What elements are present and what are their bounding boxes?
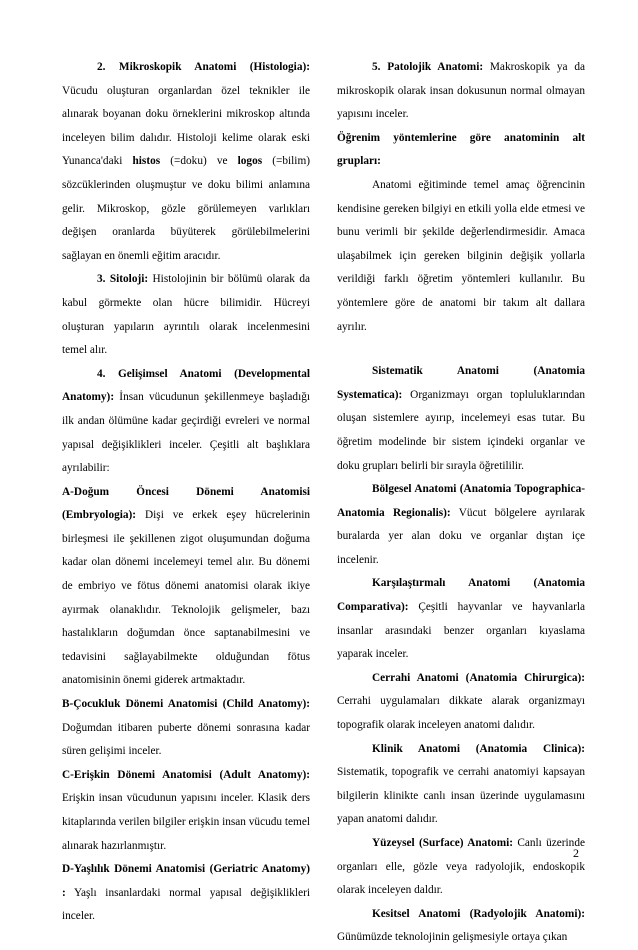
body-text: Canlı üzerinde organları elle, gözle veya radyolojik, endoskopik olarak inceleyen daldır. (337, 837, 585, 897)
left-column (62, 56, 310, 929)
term-histos: histos (132, 155, 161, 168)
paragraph-cocukluk (62, 693, 310, 764)
heading-gelisimsel: 4. Gelişimsel Anatomi (Developmental Anatomy): (62, 367, 310, 404)
heading-yuzeysel: Yüzeysel (Surface) Anatomi: (372, 837, 514, 849)
right-column (337, 56, 585, 950)
paragraph-sistematik (337, 360, 585, 478)
body-text: Günümüzde teknolojinin gelişmesiyle ortaya çıkan (337, 931, 568, 944)
paragraph-embryologia (62, 481, 310, 693)
paragraph-patolojik (337, 56, 585, 127)
heading-bolgesel: Bölgesel Anatomi (Anatomia Topographica-Anatomia Regionalis): (337, 483, 585, 519)
heading-karsilastirmali: Karşılaştırmalı Anatomi (Anatomia Comparativa): (337, 577, 585, 614)
paragraph-sitoloji (62, 268, 310, 362)
body-text: Cerrahi uygulamaları dikkate alarak organizmayı topografik olarak inceleyen anatomi dalıdır. (337, 695, 585, 732)
body-text: Dişi ve erkek eşey hücrelerinin birleşmesi ile şekillenen zigot oluşumundan doğuma kadar olan dönemi incelemeyi temel alır. Bu dönemi de embriyo ve fötus dönemi anatomisi olarak ikiye ayırmak olanaklıdır. Teknolojik gelişmeler, bazı hastalıkların doğumdan önce saptanabilmesini ve tedavisini sağlayabilmekte olduğundan fötus anatomisinin önemi giderek artmaktadır. (62, 509, 310, 687)
heading-kesitsel: Kesitsel Anatomi (Radyolojik Anatomi): (372, 907, 585, 920)
body-text: (=bilim) sözcüklerinden oluşmuştur ve doku bilimi anlamına gelir. Mikroskop, gözle görülemeyen varlıkları değişen oranlarda büyüterek görülebilmelerini sağlayan en önemli eğitim aracıdır. (62, 155, 310, 262)
body-text: Histolojinin bir bölümü olarak da kabul görmekte olan hücre bilimidir. Hücreyi oluşturan yapıların ayrıntılı olarak incelenmesini temel alır. (62, 273, 310, 357)
body-text: Anatomi eğitiminde temel amaç öğrencinin kendisine gereken bilgiyi en etkili yolla elde etmesi ve bunu verimli bir şekilde değerlendirmesidir. Amaca ulaşabilmek için gereken bilginin değişik yollarla verildiği farklı öğretim yöntemleri kullanılır. Bu yöntemlere göre de anatomi bir takım alt dallara ayrılır. (337, 178, 585, 333)
paragraph-eriskin (62, 764, 310, 858)
page-number: 2 (573, 846, 579, 860)
paragraph-yuzeysel (337, 832, 585, 903)
term-logos: logos (237, 155, 263, 168)
paragraph-kesitsel (337, 903, 585, 950)
paragraph-karsilastirmali (337, 572, 585, 666)
heading-cocukluk: B-Çocukluk Dönemi Anatomisi (Child Anatomy): (62, 698, 310, 711)
body-text: Erişkin insan vücudunun yapısını inceler. Klasik ders kitaplarında verilen bilgiler erişkin insan vücudu temel alınarak hazırlanmıştır. (62, 792, 310, 852)
body-text: Vücut bölgelere ayrılarak buralarda yer alan doku ve organlar dıştan içe incelenir. (337, 506, 585, 566)
body-text: Organizmayı organ topluluklarından oluşan sistemlere ayırıp, incelemeyi esas tutar. Bu öğretim modelinde bir sistem içindeki organlar ve doku grupları belirli bir sırayla öğretililir. (337, 388, 585, 472)
heading-patolojik: 5. Patolojik Anatomi: (372, 61, 484, 73)
paragraph-klinik (337, 738, 585, 832)
paragraph-histologia (62, 56, 310, 268)
body-text: Çeşitli hayvanlar ve hayvanlarla insanlar arasındaki benzer organları kıyaslama yaparak inceler. (337, 601, 585, 661)
heading-sitoloji: 3. Sitoloji: (97, 273, 149, 286)
section-heading (337, 127, 585, 174)
body-text: Vücudu oluşturan organlardan özel teknikler ile alınarak boyanan doku örneklerini mikroskop altında inceleyen bilim dalıdır. Histoloji kelime olarak eski Yunanca'daki (62, 84, 310, 168)
body-text: (=doku) ve (160, 155, 238, 168)
paragraph-bolgesel (337, 478, 585, 572)
paragraph-yaslilik (62, 858, 310, 929)
body-text: İnsan vücudunun şekillenmeye başladığı ilk andan ölümüne kadar geçirdiği evreleri ve normal yapısal değişiklikleri inceler. Çeşitli alt başlıklara ayrılabilir: (62, 391, 310, 475)
heading-histologia: 2. Mikroskopik Anatomi (Histologia): (97, 61, 310, 73)
heading-yaslilik: D-Yaşlılık Dönemi Anatomisi (Geriatric Anatomy) : (62, 863, 310, 899)
paragraph-amac (337, 174, 585, 339)
heading-cerrahi: Cerrahi Anatomi (Anatomia Chirurgica): (372, 671, 585, 684)
body-text: Makroskopik ya da mikroskopik olarak insan dokusunun normal olmayan yapısını inceler. (337, 61, 585, 121)
heading-sistematik: Sistematik Anatomi (Anatomia Systematica): (337, 365, 585, 401)
heading-eriskin: C-Erişkin Dönemi Anatomisi (Adult Anatomy): (62, 768, 310, 781)
body-text: Sistematik, topografik ve cerrahi anatomiyi kapsayan bilgilerin klinikte canlı insan üzerinde uygulamasını yapan anatomi dalıdır. (337, 766, 585, 826)
heading-ogrenim-yontemleri: Öğrenim yöntemlerine göre anatominin alt grupları: (337, 131, 585, 168)
paragraph-gelisimsel (62, 363, 310, 481)
heading-embryologia: A-Doğum Öncesi Dönemi Anatomisi (Embryologia): (62, 485, 310, 522)
body-text: Doğumdan itibaren puberte dönemi sonrasına kadar süren gelişimi inceler. (62, 721, 310, 758)
paragraph-cerrahi (337, 667, 585, 738)
heading-klinik: Klinik Anatomi (Anatomia Clinica): (372, 742, 585, 755)
body-text: Yaşlı insanlardaki normal yapısal değişiklikleri inceler. (62, 886, 310, 923)
